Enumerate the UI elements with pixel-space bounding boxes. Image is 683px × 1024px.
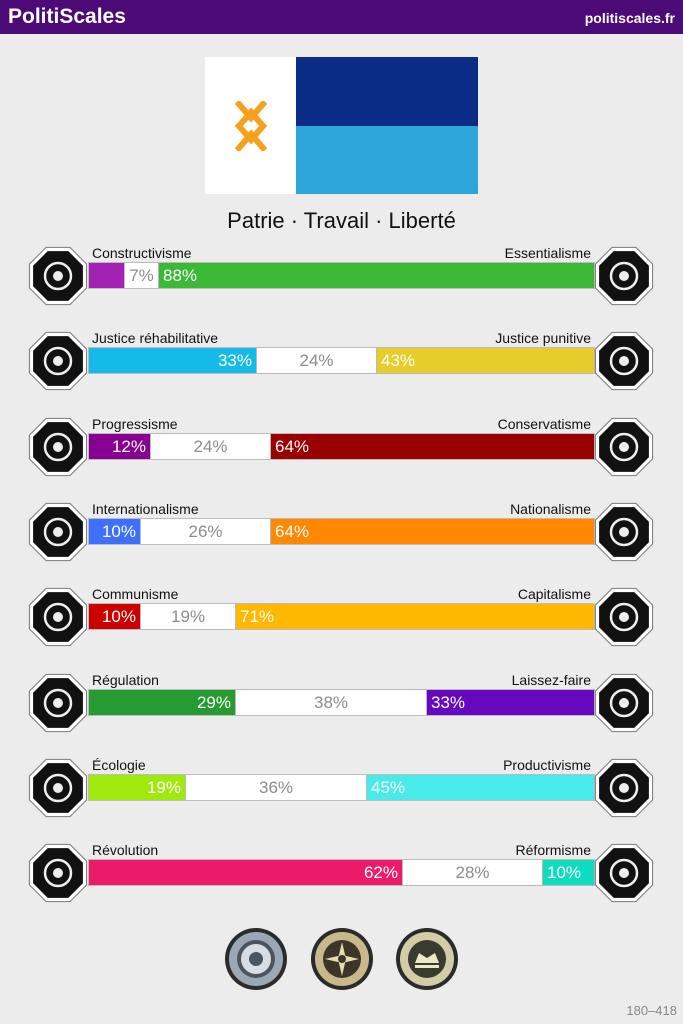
axis-row	[0, 330, 683, 400]
rocket-icon	[27, 416, 89, 478]
bar-segment-left: 10%	[89, 604, 140, 629]
regulation-icon	[27, 672, 89, 734]
flag-motto: Patrie · Travail · Liberté	[227, 208, 456, 233]
brand-title[interactable]: PolitiScales	[8, 5, 126, 28]
axis-left-label: Révolution	[92, 842, 159, 859]
globe-laurel-icon	[27, 501, 89, 563]
axis-right-label: Capitalisme	[517, 586, 591, 603]
site-url[interactable]: politiscales.fr	[584, 10, 675, 26]
bar-segment-neutral: 28%	[402, 860, 543, 885]
double-x-emblem-icon	[235, 101, 267, 151]
bar-segment-left: 19%	[89, 775, 185, 800]
bar-segment-right: 33%	[427, 690, 594, 715]
flag-icon	[593, 501, 655, 563]
badge-icon-3[interactable]	[395, 927, 459, 991]
bar-segment-neutral: 38%	[235, 690, 427, 715]
money-bag-icon	[593, 586, 655, 648]
bar-segment-neutral: 24%	[150, 434, 271, 459]
bar-segment-neutral: 36%	[185, 775, 367, 800]
axis-right-label: Nationalisme	[510, 500, 591, 517]
hammer-sickle-icon	[27, 586, 89, 648]
bar-segment-right: 64%	[271, 434, 594, 459]
axis-bar	[88, 347, 595, 374]
axis-row	[0, 416, 683, 486]
bar-segment-right: 88%	[159, 263, 594, 288]
axis-right-label: Réformisme	[515, 842, 591, 859]
raised-fist-icon	[27, 842, 89, 904]
axis-row	[0, 672, 683, 742]
bar-segment-neutral: 26%	[140, 519, 271, 544]
leaf-icon	[27, 757, 89, 819]
bar-segment-neutral: 19%	[140, 604, 236, 629]
prison-bars-icon	[593, 330, 655, 392]
flag-top-stripe	[296, 57, 478, 126]
bar-segment-right: 71%	[236, 604, 594, 629]
axis-row	[0, 757, 683, 827]
axis-row	[0, 842, 683, 912]
constructivism-icon	[27, 245, 89, 307]
bar-segment-left: 12%	[89, 434, 150, 459]
axis-row	[0, 586, 683, 656]
axis-left-label: Internationalisme	[92, 500, 199, 517]
axis-bar	[88, 262, 595, 289]
butterflies-icon	[593, 672, 655, 734]
axis-row	[0, 501, 683, 571]
axis-bar	[88, 603, 595, 630]
quill-icon	[593, 416, 655, 478]
bar-segment-neutral: 7%	[124, 263, 159, 288]
ballot-box-icon	[593, 842, 655, 904]
handshake-icon	[27, 330, 89, 392]
axis-right-label: Conservatisme	[497, 415, 591, 432]
axis-left-label: Progressisme	[92, 415, 178, 432]
axis-left-label: Constructivisme	[92, 245, 192, 261]
gear-icon	[593, 757, 655, 819]
axis-left-label: Communisme	[92, 586, 179, 603]
axis-row	[0, 245, 683, 315]
badges-row	[0, 927, 683, 991]
bar-segment-left	[89, 263, 124, 288]
footer-range: 180–418	[626, 1003, 677, 1018]
bar-segment-right: 45%	[367, 775, 594, 800]
axis-bar	[88, 518, 595, 545]
bar-segment-right: 43%	[377, 348, 594, 373]
axis-left-label: Écologie	[92, 756, 146, 773]
bar-segment-right: 10%	[543, 860, 594, 885]
bar-segment-left: 33%	[89, 348, 256, 373]
axis-bar	[88, 689, 595, 716]
badge-icon-1[interactable]	[224, 927, 288, 991]
axis-right-label: Laissez-faire	[511, 671, 591, 688]
axis-right-label: Justice punitive	[495, 330, 591, 347]
header-bar	[0, 0, 683, 34]
axis-right-label: Productivisme	[503, 756, 591, 773]
axis-left-label: Justice réhabilitative	[92, 330, 219, 347]
essentialism-icon	[593, 245, 655, 307]
bar-segment-right: 64%	[271, 519, 594, 544]
axis-bar	[88, 433, 595, 460]
bar-segment-neutral: 24%	[256, 348, 377, 373]
badge-icon-2[interactable]	[310, 927, 374, 991]
flag	[205, 57, 478, 194]
bar-segment-left: 10%	[89, 519, 140, 544]
bar-segment-left: 62%	[89, 860, 402, 885]
axis-bar	[88, 859, 595, 886]
flag-bottom-stripe	[296, 126, 478, 194]
axis-right-label: Essentialisme	[504, 245, 591, 261]
axis-left-label: Régulation	[92, 671, 159, 688]
axis-bar	[88, 774, 595, 801]
bar-segment-left: 29%	[89, 690, 235, 715]
